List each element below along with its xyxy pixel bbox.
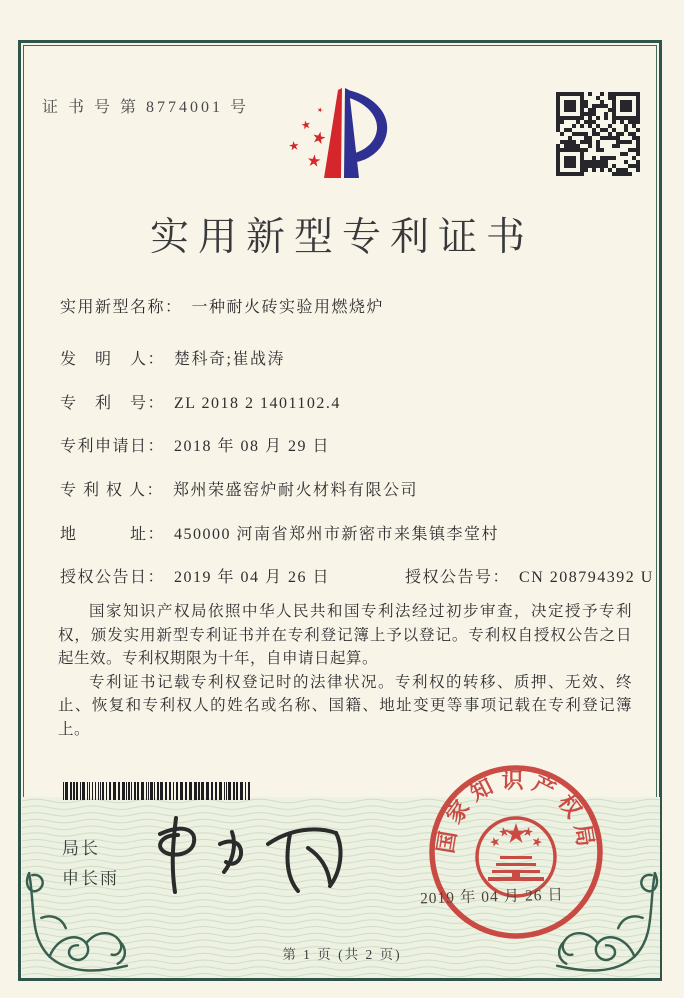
field-address (60, 521, 499, 544)
official-seal (424, 760, 608, 944)
legal-text-block (58, 600, 632, 741)
field-value: 2019 年 04 月 26 日 (174, 569, 331, 586)
field-label: 专 利 号： (60, 395, 166, 412)
qr-code (556, 92, 640, 176)
field-patentee (60, 477, 418, 500)
officer-signature (140, 804, 355, 900)
svg-text:国家知识产权局 (433, 768, 600, 855)
field-label: 发 明 人： (60, 351, 166, 368)
certificate-title: 实用新型专利证书 (149, 216, 534, 259)
legal-paragraph: 专利证书记载专利权登记时的法律状况。专利权的转移、质押、无效、终止、恢复和专利权人的姓名或名称、国籍、地址变更等事项记载在专利登记簿上。 (58, 673, 632, 738)
field-value: 一种耐火砖实验用燃烧炉 (191, 299, 385, 316)
field-inventors (60, 346, 285, 369)
field-value: 郑州荣盛窑炉耐火材料有限公司 (173, 482, 419, 499)
cnipa-logo-icon (272, 82, 432, 196)
seal-text: 国家知识产权局 (432, 768, 600, 856)
officer-title: 局长 (62, 839, 100, 858)
certificate-number: 证 书 号 第 8774001 号 (42, 99, 250, 116)
page-number: 第 1 页 (共 2 页) (282, 947, 402, 962)
field-label: 专 利 权 人： (60, 482, 165, 499)
seal-date: 2019 年 04 月 26 日 (419, 886, 565, 908)
barcode (62, 781, 252, 801)
field-value: 450000 河南省郑州市新密市来集镇李堂村 (174, 526, 500, 543)
field-value: ZL 2018 2 1401102.4 (174, 395, 341, 412)
legal-paragraph: 国家知识产权局依照中华人民共和国专利法经过初步审查，决定授予专利权，颁发实用新型专利证书并在专利登记簿上予以登记。专利权自授权公告之日起生效。专利权期限为十年，自申请日起算。 (58, 603, 632, 667)
field-label: 授权公告号： (405, 569, 511, 586)
field-value: CN 208794392 U (519, 569, 654, 586)
field-label: 地 址： (60, 526, 166, 543)
field-label: 授权公告日： (60, 569, 166, 586)
field-label: 实用新型名称： (60, 299, 183, 316)
field-label: 专利申请日： (60, 438, 166, 455)
field-value: 2018 年 08 月 29 日 (174, 438, 331, 455)
officer-name: 申长雨 (62, 869, 119, 888)
field-grant-row (60, 564, 654, 587)
field-patent-number (60, 390, 341, 413)
field-grant-number (405, 564, 654, 587)
field-value: 楚科奇;崔战涛 (174, 351, 285, 368)
field-utility-model-name (60, 294, 384, 317)
field-filing-date (60, 433, 330, 456)
